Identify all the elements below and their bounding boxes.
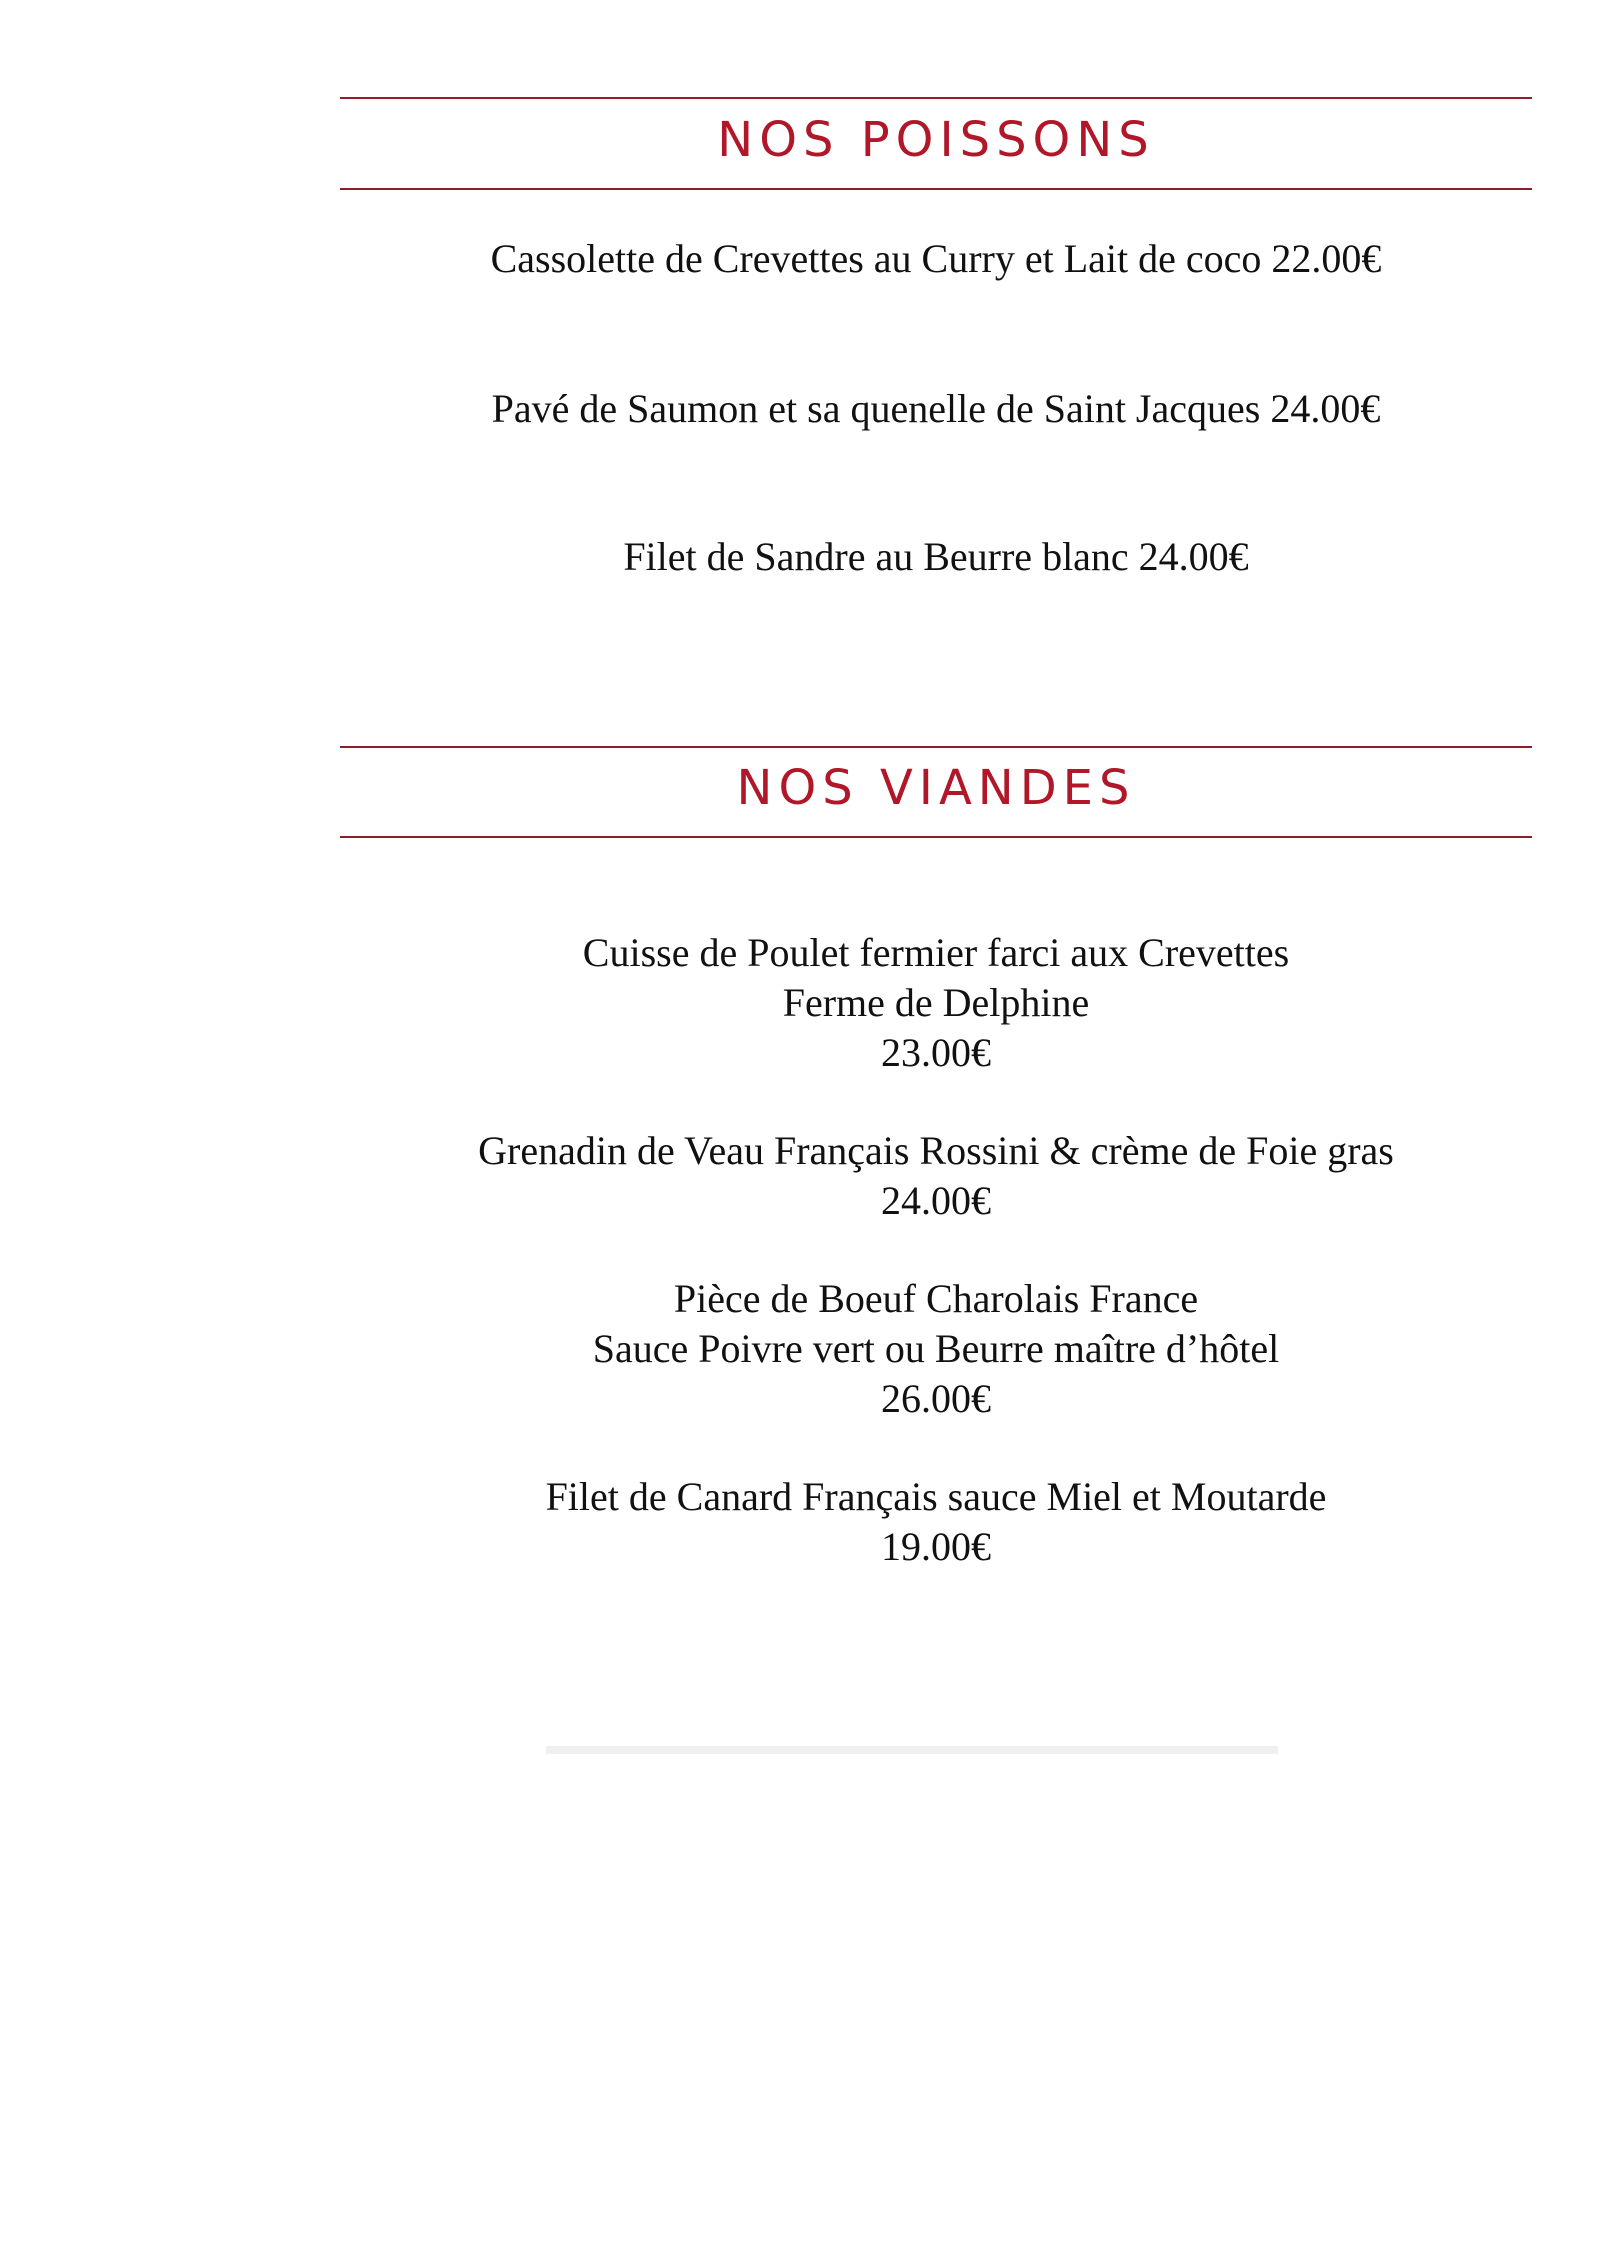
menu-item-piece-boeuf <box>340 1274 1532 1424</box>
menu-item-price: 23.00€ <box>881 1030 991 1075</box>
menu-item-line: Cassolette de Crevettes au Curry et Lait de coco 22.00€ <box>490 236 1382 281</box>
menu-item-line: Pavé de Saumon et sa quenelle de Saint Jacques 24.00€ <box>491 386 1381 431</box>
menu-item-line: Filet de Sandre au Beurre blanc 24.00€ <box>623 534 1249 579</box>
menu-item-pave-saumon <box>340 384 1532 434</box>
section-title-viandes: NOS VIANDES <box>736 760 1136 816</box>
menu-item-price: 26.00€ <box>881 1376 991 1421</box>
menu-item-line: Grenadin de Veau Français Rossini & crème de Foie gras <box>478 1128 1394 1173</box>
menu-item-cuisse-poulet <box>340 928 1532 1078</box>
footer-divider <box>546 1746 1278 1754</box>
menu-item-line: Cuisse de Poulet fermier farci aux Crevettes <box>582 930 1290 975</box>
section-viandes-bottom-rule <box>340 836 1532 838</box>
menu-item-line: Sauce Poivre vert ou Beurre maître d’hôtel <box>592 1326 1280 1371</box>
menu-item-line: Pièce de Boeuf Charolais France <box>673 1276 1199 1321</box>
menu-item-cassolette-crevettes <box>340 234 1532 284</box>
menu-item-price: 19.00€ <box>881 1524 991 1569</box>
menu-item-filet-canard <box>340 1472 1532 1572</box>
menu-item-line: Ferme de Delphine <box>782 980 1090 1025</box>
menu-item-line: Filet de Canard Français sauce Miel et Moutarde <box>545 1474 1327 1519</box>
menu-item-filet-sandre <box>340 532 1532 582</box>
section-viandes-top-rule <box>340 746 1532 748</box>
section-title-poissons: NOS POISSONS <box>717 112 1155 168</box>
section-poissons-top-rule <box>340 97 1532 99</box>
section-poissons-bottom-rule <box>340 188 1532 190</box>
menu-item-grenadin-veau <box>340 1126 1532 1226</box>
menu-item-price: 24.00€ <box>881 1178 991 1223</box>
